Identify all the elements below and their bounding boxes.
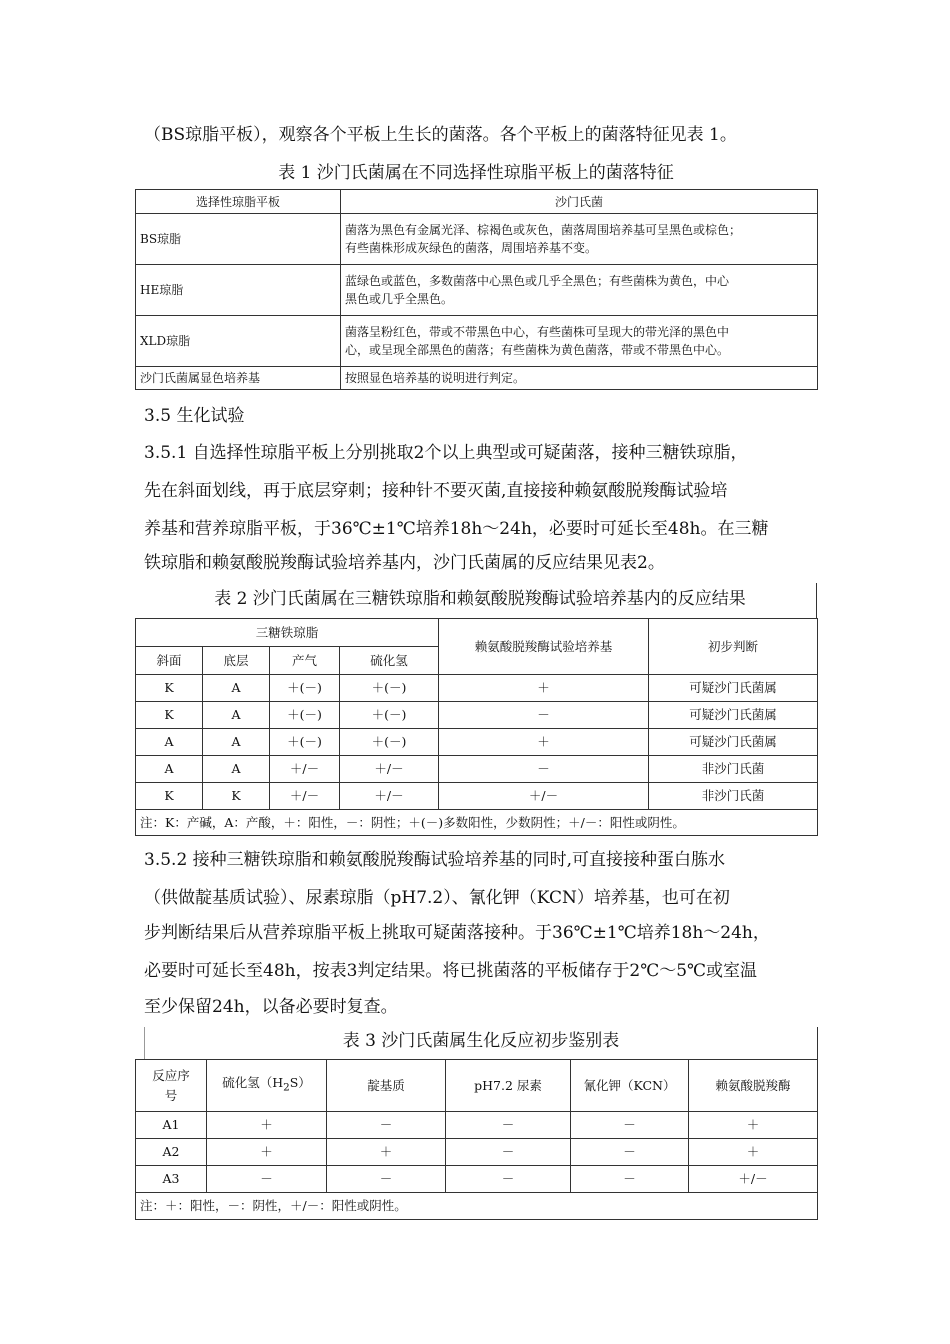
table-cell: A — [203, 729, 270, 756]
table-cell: ＋(－) — [270, 675, 340, 702]
table-cell: K — [136, 675, 203, 702]
table-cell: － — [446, 1112, 571, 1139]
table-cell: － — [571, 1112, 689, 1139]
table-cell: － — [439, 702, 649, 729]
table2-subheader: 产气 — [270, 647, 340, 675]
table-cell: － — [327, 1166, 446, 1193]
table2-header-tsi: 三糖铁琼脂 — [136, 619, 439, 647]
table-cell: ＋ — [689, 1139, 818, 1166]
para-352-line: 必要时可延长至48h，按表3判定结果。将已挑菌落的平板储存于2℃～5℃或室温 — [144, 961, 758, 981]
para-351-line: 3.5.1 自选择性琼脂平板上分别挑取2个以上典型或可疑菌落，接种三糖铁琼脂， — [144, 443, 748, 463]
table-cell: ＋(－) — [340, 702, 439, 729]
section-heading: 3.5 生化试验 — [144, 406, 245, 426]
table2-caption: 表 2 沙门氏菌属在三糖铁琼脂和赖氨酸脱羧酶试验培养基内的反应结果 — [144, 583, 817, 618]
table3-header-lysine: 赖氨酸脱羧酶 — [689, 1060, 818, 1112]
table-row — [136, 1139, 818, 1166]
table1-cell-plate: XLD琼脂 — [136, 316, 341, 367]
table3-body — [136, 1112, 818, 1193]
table3-header-indole: 靛基质 — [327, 1060, 446, 1112]
table1-cell-desc: 菌落呈粉红色，带或不带黑色中心，有些菌株可呈现大的带光泽的黑色中 心，或呈现全部黑色的菌落；有些菌株为黄色菌落，带或不带黑色中心。 — [341, 316, 818, 367]
table-cell: － — [571, 1139, 689, 1166]
table3-note: 注：＋：阳性，－：阴性，＋/－：阳性或阴性。 — [136, 1193, 818, 1220]
table-cell: 非沙门氏菌 — [649, 783, 818, 810]
table3-header-kcn: 氰化钾（KCN） — [571, 1060, 689, 1112]
table-cell: A1 — [136, 1112, 207, 1139]
table2-header-judge: 初步判断 — [649, 619, 818, 675]
table-cell: ＋/－ — [270, 783, 340, 810]
table-cell: － — [571, 1166, 689, 1193]
table-row — [136, 783, 818, 810]
table-cell: － — [207, 1166, 327, 1193]
para-351-line: 铁琼脂和赖氨酸脱羧酶试验培养基内，沙门氏菌属的反应结果见表2。 — [144, 553, 665, 573]
table-cell: ＋ — [207, 1112, 327, 1139]
table-cell: ＋(－) — [340, 729, 439, 756]
para-352-line: （供做靛基质试验）、尿素琼脂（pH7.2）、氰化钾（KCN）培养基，也可在初 — [144, 888, 730, 908]
table1-cell-desc: 蓝绿色或蓝色，多数菌落中心黑色或几乎全黑色；有些菌株为黄色，中心 黑色或几乎全黑色。 — [341, 265, 818, 316]
table-cell: 可疑沙门氏菌属 — [649, 675, 818, 702]
table2-body — [136, 675, 818, 810]
table2-header-lysine: 赖氨酸脱羧酶试验培养基 — [439, 619, 649, 675]
intro-paragraph: （BS琼脂平板），观察各个平板上生长的菌落。各个平板上的菌落特征见表 1。 — [144, 125, 737, 145]
table-cell: ＋/－ — [270, 756, 340, 783]
table-row — [136, 756, 818, 783]
table-cell: － — [446, 1139, 571, 1166]
para-352-line: 至少保留24h，以备必要时复查。 — [144, 997, 398, 1017]
table-row — [136, 729, 818, 756]
table1-cell-desc: 菌落为黑色有金属光泽、棕褐色或灰色，菌落周围培养基可呈黑色或棕色； 有些菌株形成灰绿色的菌落，周围培养基不变。 — [341, 214, 818, 265]
para-352-line: 步判断结果后从营养琼脂平板上挑取可疑菌落接种。于36℃±1℃培养18h～24h， — [144, 923, 770, 943]
table-cell: ＋(－) — [340, 675, 439, 702]
table1-cell-desc: 按照显色培养基的说明进行判定。 — [341, 367, 818, 390]
table1-cell-plate: 沙门氏菌属显色培养基 — [136, 367, 341, 390]
table-cell: K — [136, 702, 203, 729]
table-row — [136, 702, 818, 729]
table1-header-plate: 选择性琼脂平板 — [136, 190, 341, 214]
table3-header-seq: 反应序 号 — [136, 1060, 207, 1112]
table-cell: － — [439, 756, 649, 783]
table-row — [136, 1112, 818, 1139]
table-row — [136, 675, 818, 702]
para-351-line: 先在斜面划线，再于底层穿刺；接种针不要灭菌,直接接种赖氨酸脱羧酶试验培 — [144, 481, 728, 501]
table-cell: ＋/－ — [340, 783, 439, 810]
table-cell: A — [136, 729, 203, 756]
table3 — [135, 1059, 818, 1220]
table-cell: ＋ — [327, 1139, 446, 1166]
table-cell: － — [327, 1112, 446, 1139]
table-cell: ＋ — [207, 1139, 327, 1166]
table-cell: ＋ — [439, 729, 649, 756]
table3-header-h2s: 硫化氢$(H_2S)$ — [207, 1060, 327, 1112]
table2-subheader: 底层 — [203, 647, 270, 675]
table-cell: － — [446, 1166, 571, 1193]
table-cell: ＋(－) — [270, 729, 340, 756]
table-cell: A — [136, 756, 203, 783]
table1-cell-plate: BS琼脂 — [136, 214, 341, 265]
para-352-line: 3.5.2 接种三糖铁琼脂和赖氨酸脱羧酶试验培养基的同时,可直接接种蛋白胨水 — [144, 850, 726, 870]
table-cell: A — [203, 675, 270, 702]
table1 — [135, 189, 818, 390]
table1-header-salmonella: 沙门氏菌 — [341, 190, 818, 214]
table-cell: A — [203, 702, 270, 729]
table-cell: K — [136, 783, 203, 810]
table3-header-urea: pH7.2 尿素 — [446, 1060, 571, 1112]
table2 — [135, 618, 818, 836]
table-cell: ＋ — [439, 675, 649, 702]
table2-subheader: 斜面 — [136, 647, 203, 675]
para-351-line: 养基和营养琼脂平板，于36℃±1℃培养18h～24h，必要时可延长至48h。在三糖 — [144, 519, 769, 539]
table1-cell-plate: HE琼脂 — [136, 265, 341, 316]
table-cell: A3 — [136, 1166, 207, 1193]
table-cell: 可疑沙门氏菌属 — [649, 702, 818, 729]
table-cell: A2 — [136, 1139, 207, 1166]
table-cell: 非沙门氏菌 — [649, 756, 818, 783]
table-cell: 可疑沙门氏菌属 — [649, 729, 818, 756]
table2-subheader: 硫化氢 — [340, 647, 439, 675]
table-cell: ＋/－ — [340, 756, 439, 783]
table-cell: ＋/－ — [689, 1166, 818, 1193]
table-cell: K — [203, 783, 270, 810]
table1-caption: 表 1 沙门氏菌属在不同选择性琼脂平板上的菌落特征 — [278, 163, 674, 183]
table3-caption: 表 3 沙门氏菌属生化反应初步鉴别表 — [144, 1027, 818, 1059]
table-cell: ＋ — [689, 1112, 818, 1139]
table-row — [136, 1166, 818, 1193]
table2-note: 注：K：产碱，A：产酸，＋：阳性，－：阴性；＋(－)多数阳性，少数阴性；＋/－：阳性或阴性。 — [136, 810, 818, 836]
table-cell: A — [203, 756, 270, 783]
table-cell: ＋/－ — [439, 783, 649, 810]
table-cell: ＋(－) — [270, 702, 340, 729]
